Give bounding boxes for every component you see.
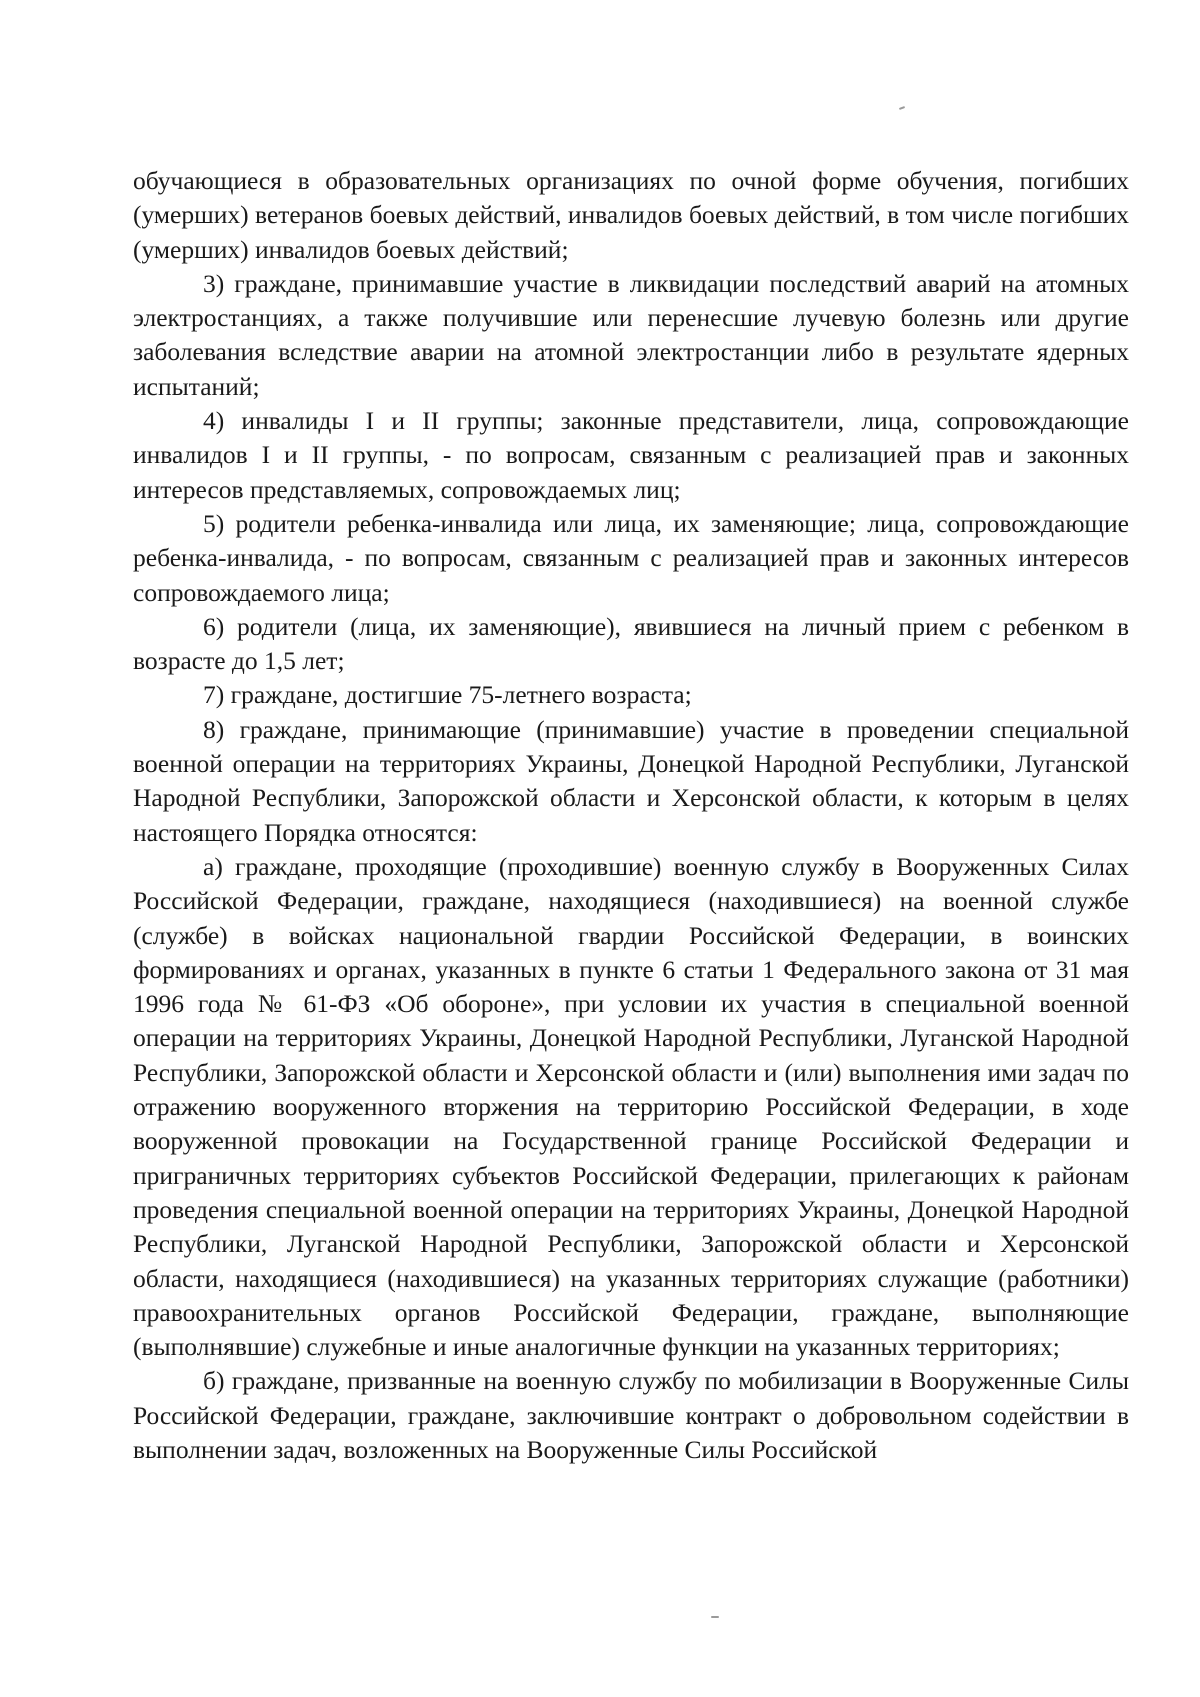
paragraph-item-5: 5) родители ребенка-инвалида или лица, их заменяющие; лица, сопровождающие ребенка-инвалида, - по вопросам, связанным с реализацией прав и законных интересов сопровождаемого лица; bbox=[133, 508, 1129, 607]
scan-speck bbox=[899, 106, 905, 110]
paragraph-subitem-b: б) граждане, призванные на военную службу по мобилизации в Вооруженные Силы Российской Федерации, граждане, заключившие контракт о добровольном содействии в выполнении задач, возложенных на Вооруженные Силы Российской bbox=[133, 1366, 1129, 1464]
paragraph-item-7: 7) граждане, достигшие 75-летнего возраста; bbox=[203, 680, 692, 710]
scan-speck bbox=[711, 1616, 719, 1618]
paragraph-item-8: 8) граждане, принимающие (принимавшие) участие в проведении специальной военной операции на территориях Украины, Донецкой Народной Республики, Луганской Народной Республики, Запорожской области и Херсонской области, к которым в целях настоящего Порядка относятся: bbox=[133, 714, 1129, 847]
paragraph-continuation: обучающиеся в образовательных организациях по очной форме обучения, погибших (умерших) ветеранов боевых действий, инвалидов боевых действий, в том числе погибших (умерших) инвалидов боевых действий; bbox=[133, 166, 1129, 264]
paragraph-item-3: 3) граждане, принимавшие участие в ликвидации последствий аварий на атомных электростанциях, а также получившие или перенесшие лучевую болезнь или другие заболевания вследствие аварии на атомной электростанции либо в результате ядерных испытаний; bbox=[133, 268, 1129, 401]
paragraph-subitem-a: а) граждане, проходящие (проходившие) военную службу в Вооруженных Силах Российской Федерации, граждане, находящиеся (находившиеся) на военной службе (службе) в войсках национальной гвардии Российской Федерации, в воинских формированиях и органах, указанных в пункте 6 статьи 1 Федерального закона от 31 мая 1996 года № 61-ФЗ «Об обороне», при условии их участия в специальной военной операции на территориях Украины, Донецкой Народной Республики, Луганской Народной Республики, Запорожской области и Херсонской области и (или) выполнения ими задач по отражению вооруженного вторжения на территорию Российской Федерации, в ходе вооруженной провокации на Государственной границе Российской Федерации и приграничных территориях субъектов Российской Федерации, прилегающих к районам проведения специальной военной операции на территориях Украины, Донецкой Народной Республики, Луганской Народной Республики, Запорожской области и Херсонской области, находящиеся (находившиеся) на указанных территориях служащие (работники) правоохранительных органов Российской Федерации, граждане, выполняющие (выполнявшие) служебные и иные аналогичные функции на указанных территориях; bbox=[133, 851, 1129, 1362]
paragraph-item-4: 4) инвалиды I и II группы; законные представители, лица, сопровождающие инвалидов I и II группы, - по вопросам, связанным с реализацией прав и законных интересов представляемых, сопровождаемых лиц; bbox=[133, 406, 1129, 504]
paragraph-item-6: 6) родители (лица, их заменяющие), явившиеся на личный прием с ребенком в возрасте до 1,5 лет; bbox=[133, 611, 1129, 676]
document-body bbox=[133, 164, 1129, 1467]
